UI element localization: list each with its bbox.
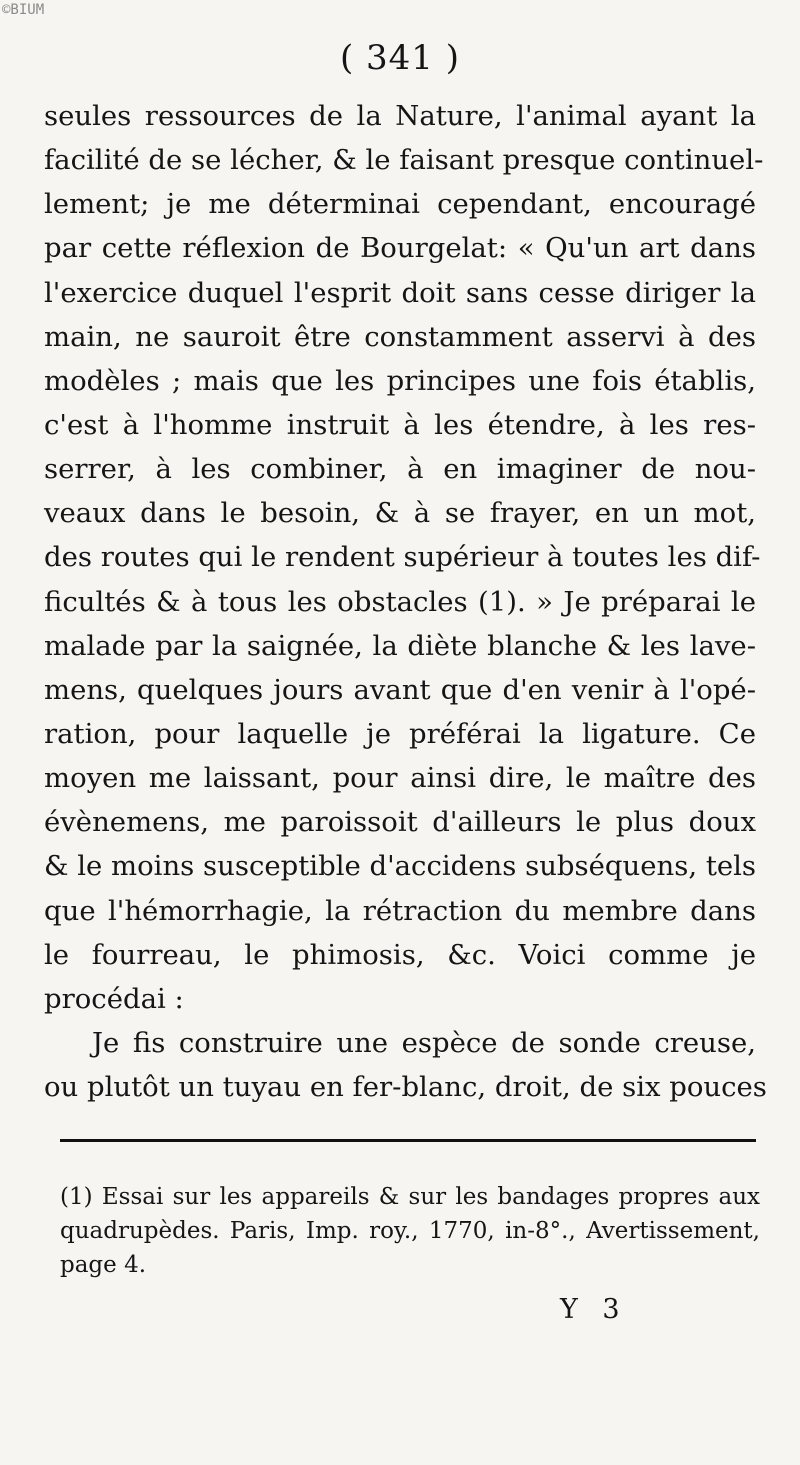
text-line: ficultés & à tous les obstacles (1). » Je préparai le (44, 585, 756, 618)
text-line: l'exercice duquel l'esprit doit sans cesse diriger la (44, 276, 756, 309)
text-line: par cette réflexion de Bourgelat: « Qu'un art dans (44, 232, 756, 265)
text-line: c'est à l'homme instruit à les étendre, à les res- (44, 408, 756, 441)
footnote-line: (1) Essai sur les appareils & sur les bandages propres aux (60, 1184, 760, 1210)
text-line: le fourreau, le phimosis, &c. Voici comme je (44, 938, 756, 971)
body-text (44, 94, 767, 1109)
text-line: ration, pour laquelle je préférai la ligature. Ce (44, 717, 756, 750)
footnote-line: page 4. (60, 1252, 147, 1278)
text-line: & le moins susceptible d'accidens subséquens, tels (44, 850, 757, 883)
text-line: des routes qui le rendent supérieur à toutes les dif- (44, 541, 761, 574)
watermark: ©BIUM (2, 2, 45, 18)
text-line: que l'hémorrhagie, la rétraction du membre dans (44, 894, 756, 927)
text-line: main, ne sauroit être constamment asservi à des (44, 320, 756, 353)
text-line: veaux dans le besoin, & à se frayer, en un mot, (44, 497, 756, 530)
footnote (60, 1180, 760, 1282)
signature-mark: Y 3 (560, 1294, 628, 1325)
text-line: mens, quelques jours avant que d'en venir à l'opé- (44, 673, 756, 706)
text-line: procédai : (44, 982, 184, 1015)
footnote-rule (60, 1139, 756, 1142)
text-line: modèles ; mais que les principes une fois établis, (44, 364, 756, 397)
text-line: ou plutôt un tuyau en fer-blanc, droit, de six pouces (44, 1071, 767, 1104)
page-number: ( 341 ) (339, 38, 461, 78)
text-line: facilité de se lécher, & le faisant presque continuel- (44, 144, 764, 177)
text-line: lement; je me déterminai cependant, encouragé (44, 188, 756, 221)
text-line: moyen me laissant, pour ainsi dire, le maître des (44, 762, 756, 795)
text-line: malade par la saignée, la diète blanche & les lave- (44, 629, 756, 662)
text-line: seules ressources de la Nature, l'animal ayant la (44, 100, 756, 132)
footnote-line: quadrupèdes. Paris, Imp. roy., 1770, in-8°., Avertissement, (60, 1218, 760, 1244)
text-line: Je fis construire une espèce de sonde creuse, (92, 1026, 756, 1059)
text-line: serrer, à les combiner, à en imaginer de nou- (44, 453, 756, 486)
text-line: évènemens, me paroissoit d'ailleurs le plus doux (44, 806, 756, 839)
